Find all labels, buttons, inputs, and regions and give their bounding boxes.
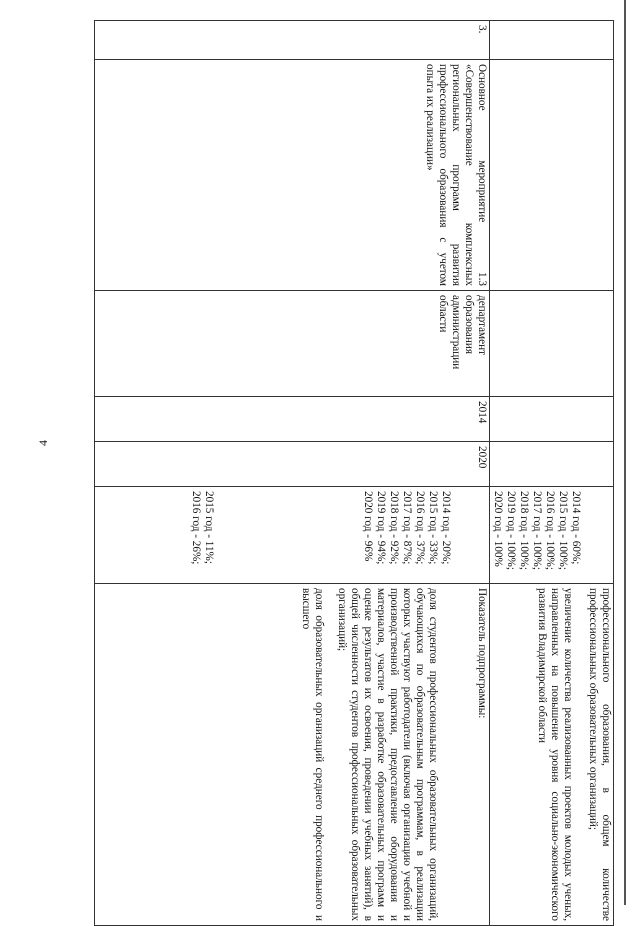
cell-values-prev bbox=[490, 487, 614, 584]
table-row-3 bbox=[95, 21, 490, 926]
value-line: 2016 год - 37%; bbox=[414, 491, 426, 565]
values-list-2 bbox=[189, 491, 215, 579]
value-line: 2017 год - 87%; bbox=[401, 491, 413, 565]
value-line: 2018 год - 100%; bbox=[518, 491, 530, 570]
spacer bbox=[452, 491, 470, 579]
value-line: 2014 год - 60%; bbox=[570, 491, 582, 565]
cell-year-start-empty bbox=[490, 397, 614, 442]
indicator-text: увеличение количества реализованных проектов молодых ученых, направленных на повышение уровня социально-экономического развития Владимирской области bbox=[536, 588, 574, 921]
value-line: 2020 год - 96% bbox=[362, 491, 374, 562]
cell-year-end: 2020 bbox=[95, 442, 490, 487]
spacer bbox=[582, 491, 612, 579]
value-line: 2019 год - 94%; bbox=[375, 491, 387, 565]
spacer bbox=[215, 491, 361, 579]
indicator-header: Показатель подпрограммы: bbox=[476, 588, 488, 719]
values-prev-list bbox=[491, 491, 582, 579]
cell-activity-name: Основное мероприятие 1.3 «Совершенствование комплексных региональных программ развития профессионального образования с учетом опыта их реализации» bbox=[95, 60, 490, 291]
cell-responsible: департамент образования администрации области bbox=[95, 291, 490, 397]
cell-year-end-empty bbox=[490, 442, 614, 487]
spacer bbox=[439, 588, 457, 921]
cell-indicators bbox=[95, 584, 490, 926]
value-line: 2015 год - 33%; bbox=[427, 491, 439, 565]
value-line: 2018 год - 92%; bbox=[388, 491, 400, 565]
indicator-text: профессионального образования, в общем количестве профессиональных образовательных организаций; bbox=[587, 588, 612, 921]
indicator-text: доля образовательных организаций среднего профессионального и высшего bbox=[300, 588, 325, 921]
value-line: 2019 год - 100%; bbox=[505, 491, 517, 570]
values-list-1 bbox=[361, 491, 452, 579]
cell-indicators-prev bbox=[490, 584, 614, 926]
value-line: 2015 год - 100%; bbox=[557, 491, 569, 570]
cell-resp-empty bbox=[490, 291, 614, 397]
value-line: 2015 год - 11%; bbox=[203, 491, 215, 564]
value-line: 2020 год - 100% bbox=[492, 491, 504, 567]
cell-year-start: 2014 bbox=[95, 397, 490, 442]
spacer bbox=[470, 491, 488, 579]
spacer bbox=[457, 588, 475, 921]
cell-values bbox=[95, 487, 490, 584]
table-row-continuation bbox=[490, 21, 614, 926]
page-number: 4 bbox=[36, 440, 50, 446]
value-line: 2016 год - 26%; bbox=[190, 491, 202, 565]
value-line: 2014 год - 20%; bbox=[440, 491, 452, 565]
cell-num-empty bbox=[490, 21, 614, 60]
cell-name-empty bbox=[490, 60, 614, 291]
program-table bbox=[94, 20, 614, 926]
value-line: 2017 год - 100%; bbox=[531, 491, 543, 570]
indicator-text: доля студентов профессиональных образовательных организаций, обучающихся по образовательным программам, в реализации которых участвуют работодатели (включая организацию учебной и производственной практики, предоставление оборудования и материалов, участие в разработке образовательных программ и оценке результатов их освоения, проведении учебных занятий), в общей численности студентов профессиональных образовательных организаций; bbox=[336, 588, 439, 921]
cell-row-number: 3. bbox=[95, 21, 490, 60]
scan-edge-line bbox=[624, 0, 626, 905]
rotated-table-wrapper bbox=[94, 20, 614, 921]
value-line: 2016 год - 100%; bbox=[544, 491, 556, 570]
